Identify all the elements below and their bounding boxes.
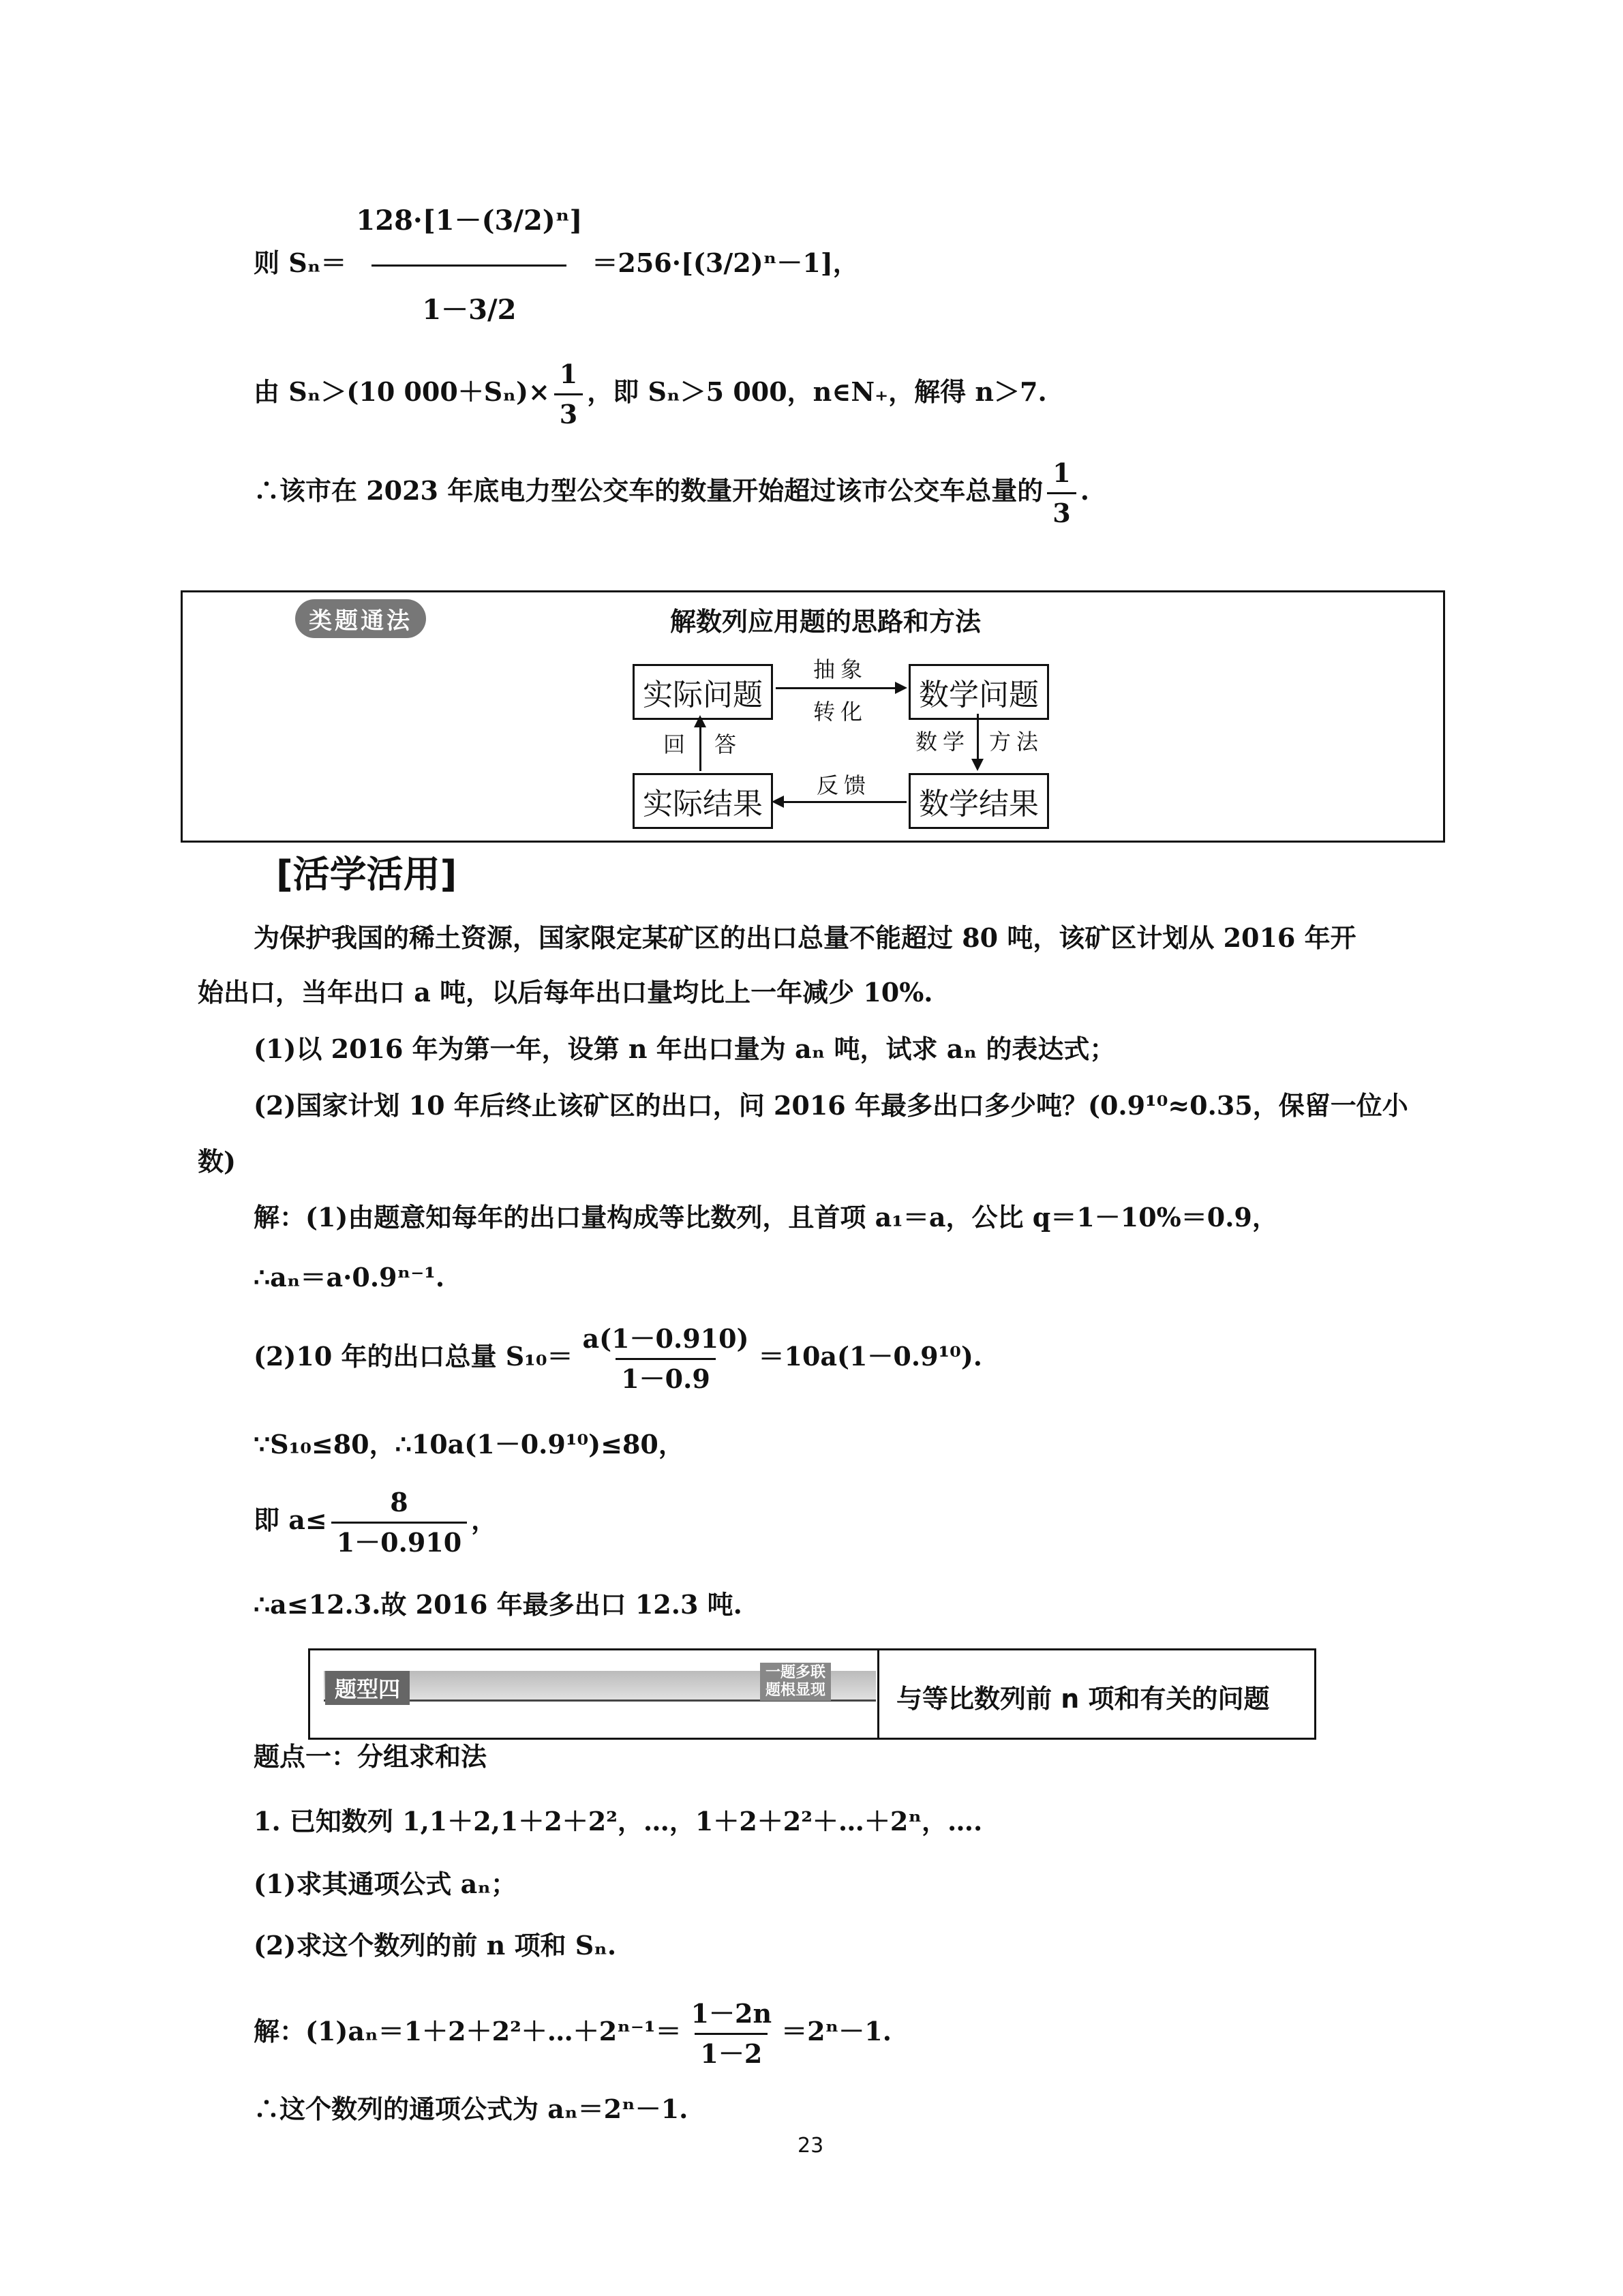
conclusion-line bbox=[254, 457, 1089, 530]
practice-heading: [活学活用] bbox=[276, 853, 457, 896]
label-abstract: 抽象 bbox=[813, 656, 868, 682]
fraction-denominator: 3 bbox=[1047, 492, 1076, 530]
one-third-fraction bbox=[1047, 457, 1076, 530]
node-real-result: 实际结果 bbox=[633, 773, 773, 829]
inequality-line bbox=[254, 358, 1047, 431]
arrow-abstract bbox=[776, 687, 895, 689]
arrowhead-up bbox=[694, 715, 706, 727]
fraction-numerator: 1－2n bbox=[691, 1998, 772, 2029]
side-text-a: 一题多联 bbox=[765, 1664, 826, 1681]
method-box bbox=[181, 590, 1445, 843]
solution-2: ∴aₙ＝a·0.9ⁿ⁻¹. bbox=[254, 1262, 445, 1293]
label-math: 数学 bbox=[915, 729, 971, 755]
sum-formula-result: ＝256·[(3/2)ⁿ－1]， bbox=[592, 247, 859, 278]
node-math-result: 数学结果 bbox=[909, 773, 1049, 829]
fraction-denominator: 1－2 bbox=[695, 2033, 768, 2070]
node-math-problem: 数学问题 bbox=[909, 664, 1049, 720]
part-solution-1 bbox=[254, 1997, 892, 2070]
label-transform: 转化 bbox=[813, 699, 868, 725]
solution-3-prefix: (2)10 年的出口总量 S₁₀＝ bbox=[254, 1341, 573, 1372]
conclusion-text: ∴该市在 2023 年底电力型公交车的数量开始超过该市公交车总量的 bbox=[254, 475, 1044, 506]
fraction-numerator: 8 bbox=[390, 1487, 408, 1517]
conclusion-period: . bbox=[1080, 475, 1089, 506]
arrow-answer bbox=[699, 726, 701, 771]
problem-text-1: 为保护我国的稀土资源，国家限定某矿区的出口总量不能超过 80 吨，该矿区计划从 2016 年开 bbox=[254, 922, 1356, 953]
method-title: 解数列应用题的思路和方法 bbox=[670, 607, 982, 637]
inequality-prefix: 由 Sₙ＞(10 000＋Sₙ)× bbox=[254, 376, 550, 407]
part-question-2: (2)求这个数列的前 n 项和 Sₙ. bbox=[254, 1930, 617, 1961]
one-third-fraction bbox=[554, 358, 583, 431]
solution-3 bbox=[254, 1323, 982, 1395]
sum-formula-numerator: 128·[1－(3/2)ⁿ] bbox=[356, 205, 583, 237]
solution-1: 解：(1)由题意知每年的出口量构成等比数列，且首项 a₁＝a，公比 q＝1－10%＝0.9， bbox=[254, 1202, 1278, 1233]
solution-6: ∴a≤12.3.故 2016 年最多出口 12.3 吨. bbox=[254, 1589, 742, 1620]
sum-formula-denominator: 1－3/2 bbox=[371, 265, 566, 327]
fraction-numerator: 1 bbox=[559, 359, 578, 389]
part-heading: 题点一：分组求和法 bbox=[254, 1742, 487, 1772]
label-method: 方法 bbox=[989, 729, 1044, 755]
sum-formula-line bbox=[254, 205, 859, 327]
side-text-b: 题根显现 bbox=[765, 1682, 826, 1699]
arrowhead-left bbox=[772, 796, 784, 808]
arrow-feedback bbox=[783, 801, 907, 803]
header-divider bbox=[877, 1650, 879, 1738]
label-answer-a: 回 bbox=[663, 731, 691, 757]
fraction-denominator: 1－0.9 bbox=[616, 1358, 716, 1395]
part-solution-result: ＝2ⁿ－1. bbox=[781, 2016, 892, 2046]
fraction-denominator: 3 bbox=[554, 393, 583, 431]
inequality-result: ，即 Sₙ＞5 000，n∈N₊，解得 n＞7. bbox=[587, 376, 1047, 407]
label-answer-b: 答 bbox=[714, 731, 742, 757]
type-four-header bbox=[308, 1648, 1316, 1740]
solution-4: ∵S₁₀≤80，∴10a(1－0.9¹⁰)≤80， bbox=[254, 1429, 684, 1460]
arrow-math-method bbox=[977, 714, 979, 760]
arrowhead-down bbox=[971, 759, 984, 771]
question-2: (2)国家计划 10 年后终止该矿区的出口，问 2016 年最多出口多少吨？(0.9¹⁰≈0.35，保留一位小 bbox=[254, 1090, 1408, 1121]
type-four-title: 与等比数列前 n 项和有关的问题 bbox=[896, 1684, 1270, 1714]
problem-text-2: 始出口，当年出口 a 吨，以后每年出口量均比上一年减少 10%. bbox=[198, 977, 933, 1008]
type-four-side bbox=[760, 1663, 831, 1701]
node-real-problem: 实际问题 bbox=[633, 664, 773, 720]
solution-5-comma: ， bbox=[471, 1505, 498, 1535]
solution-3-fraction bbox=[577, 1323, 754, 1395]
arrowhead-right bbox=[895, 682, 907, 694]
page-number: 23 bbox=[798, 2134, 824, 2158]
part-solution-fraction bbox=[686, 1997, 778, 2070]
question-1: (1)以 2016 年为第一年，设第 n 年出口量为 aₙ 吨，试求 aₙ 的表达式； bbox=[254, 1033, 1116, 1064]
question-2-cont: 数) bbox=[198, 1146, 236, 1177]
solution-5 bbox=[254, 1486, 497, 1559]
part-solution-prefix: 解：(1)aₙ＝1＋2＋2²＋…＋2ⁿ⁻¹＝ bbox=[254, 2016, 682, 2046]
solution-3-result: ＝10a(1－0.9¹⁰). bbox=[758, 1341, 983, 1372]
fraction-numerator: a(1－0.910) bbox=[582, 1323, 749, 1354]
fraction-numerator: 1 bbox=[1052, 457, 1071, 488]
part-solution-2: ∴这个数列的通项公式为 aₙ＝2ⁿ－1. bbox=[254, 2094, 688, 2124]
fraction-denominator: 1－0.910 bbox=[331, 1522, 467, 1559]
solution-5-prefix: 即 a≤ bbox=[254, 1505, 327, 1535]
label-feedback: 反馈 bbox=[817, 772, 872, 798]
type-four-badge: 题型四 bbox=[325, 1671, 410, 1705]
solution-5-fraction bbox=[331, 1486, 467, 1559]
sum-formula-fraction bbox=[350, 205, 588, 327]
part-question-1: (1)求其通项公式 aₙ； bbox=[254, 1869, 517, 1899]
sum-formula-prefix: 则 Sₙ＝ bbox=[254, 247, 347, 278]
method-badge: 类题通法 bbox=[295, 599, 426, 638]
part-problem: 1. 已知数列 1,1＋2,1＋2＋2²，…，1＋2＋2²＋…＋2ⁿ，…. bbox=[254, 1806, 983, 1837]
